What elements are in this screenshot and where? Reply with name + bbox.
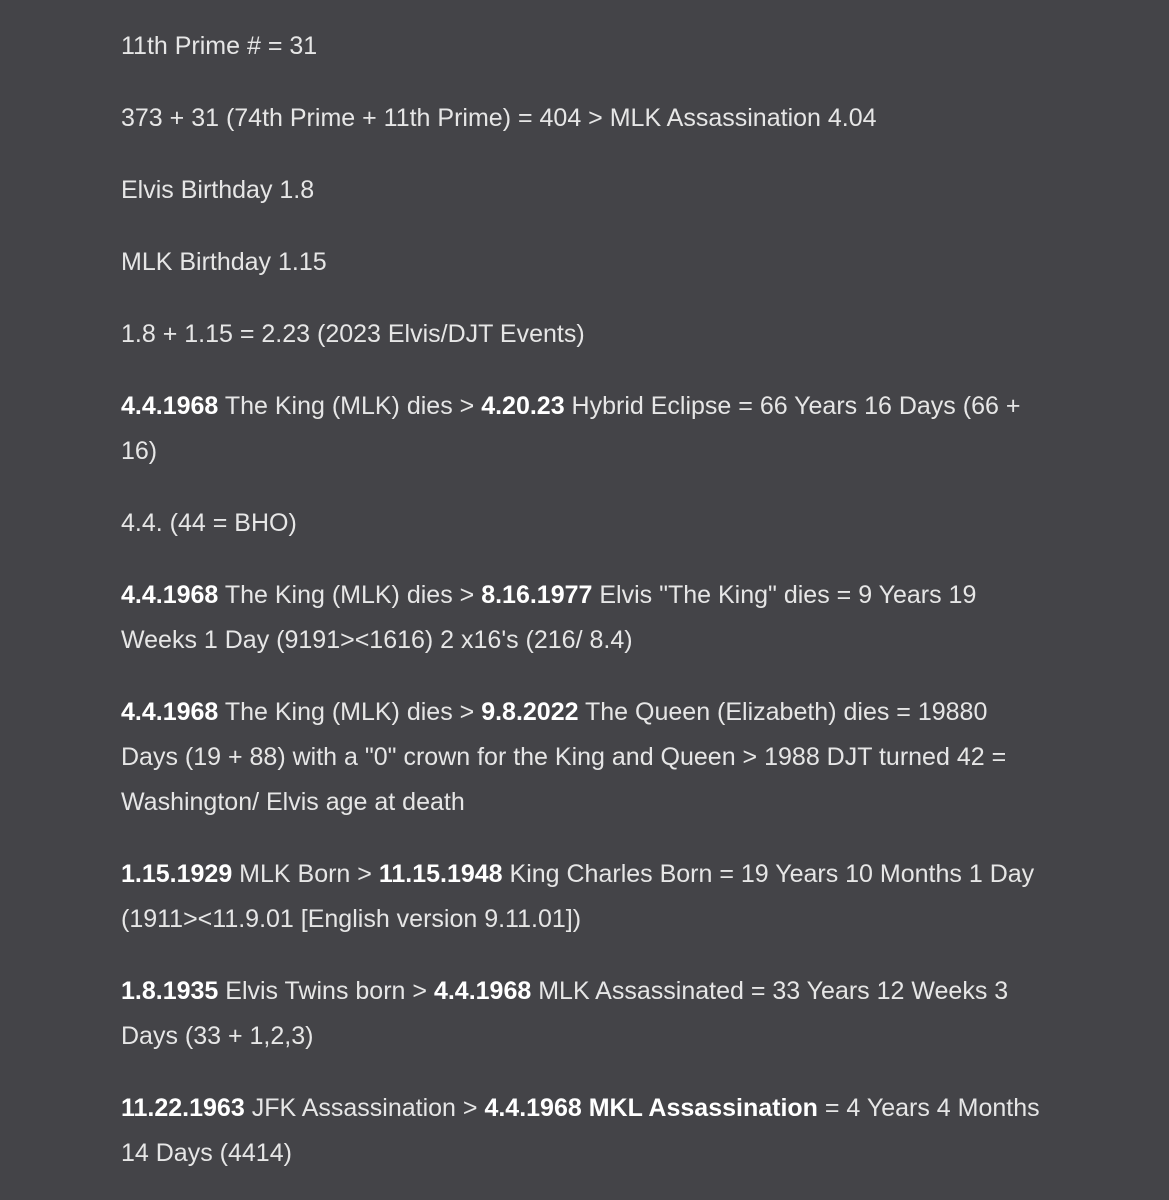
bold-date: 4.20.23 [481, 392, 565, 420]
bold-date: 1.15.1929 [121, 860, 233, 888]
bold-date: 4.4.1968 [121, 581, 219, 609]
paragraph-text: 11th Prime # = 31 [121, 32, 318, 60]
bold-date: 11.22.1963 [121, 1094, 245, 1122]
paragraph [121, 240, 1051, 285]
bold-date: 4.4.1968 [121, 698, 219, 726]
paragraph-text: 1.8 + 1.15 = 2.23 (2023 Elvis/DJT Events) [121, 320, 585, 348]
bold-date: 9.8.2022 [481, 698, 579, 726]
paragraph-text: Elvis Twins born > [218, 977, 434, 1005]
paragraph-text: The King (MLK) dies > [218, 392, 482, 420]
bold-date: 8.16.1977 [481, 581, 593, 609]
paragraph-text: 4.4. (44 = BHO) [121, 509, 297, 537]
paragraph-text: MLK Birthday 1.15 [121, 248, 327, 276]
paragraph-text: King Charles Born = 19 Years 10 Months 1 Day (1911><11.9.01 [English version 9.11.01]) [121, 860, 1035, 933]
paragraph [121, 852, 1051, 942]
bold-date: 4.4.1968 [433, 977, 532, 1005]
paragraph [121, 501, 1051, 546]
paragraph [121, 1086, 1051, 1176]
paragraph-text: Hybrid Eclipse = 66 Years 16 Days (66 + 16) [121, 392, 1021, 465]
paragraph [121, 24, 1051, 69]
paragraph-text: MLK Born > [232, 860, 379, 888]
paragraph [121, 573, 1051, 663]
paragraph [121, 384, 1051, 474]
paragraph-text: The King (MLK) dies > [218, 581, 482, 609]
bold-date: 11.15.1948 [378, 860, 503, 888]
paragraph [121, 96, 1051, 141]
paragraph-text: JFK Assassination > [244, 1094, 485, 1122]
paragraph-text: Elvis Birthday 1.8 [121, 176, 315, 204]
paragraph-text: 373 + 31 (74th Prime + 11th Prime) = 404 > MLK Assassination 4.04 [121, 104, 877, 132]
paragraph-text: = 4 Years 4 Months 14 Days (4414) [121, 1094, 1040, 1167]
paragraph [121, 312, 1051, 357]
paragraph-text: The King (MLK) dies > [218, 698, 482, 726]
paragraph [121, 690, 1051, 825]
paragraph-text: MLK Assassinated = 33 Years 12 Weeks 3 Days (33 + 1,2,3) [121, 977, 1009, 1050]
paragraph [121, 168, 1051, 213]
paragraph [121, 969, 1051, 1059]
bold-date: 4.4.1968 MKL Assassination [484, 1094, 818, 1122]
bold-date: 4.4.1968 [121, 392, 219, 420]
bold-date: 1.8.1935 [121, 977, 219, 1005]
document-body [121, 24, 1069, 1176]
paragraph-text: The Queen (Elizabeth) dies = 19880 Days (19 + 88) with a "0" crown for the King and Queen > 1988 DJT turned 42 = Washington/ Elvis age at death [121, 698, 1007, 816]
paragraph-text: Elvis "The King" dies = 9 Years 19 Weeks 1 Day (9191><1616) 2 x16's (216/ 8.4) [121, 581, 977, 654]
